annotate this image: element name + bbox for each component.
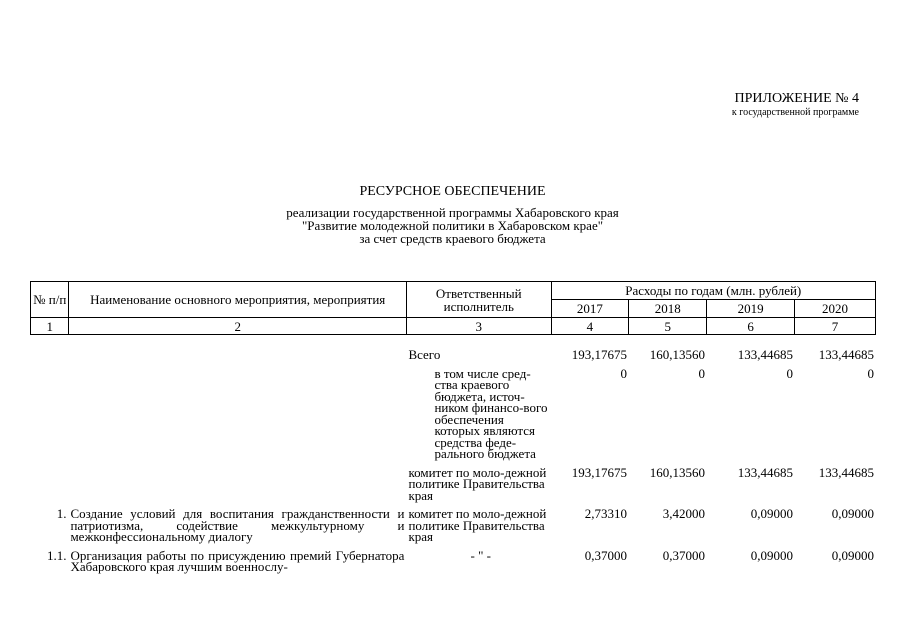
row-value-2017: 193,17675 <box>571 464 628 480</box>
row-value-2017: 0,37000 <box>584 547 628 563</box>
row-value-2019: 0,09000 <box>750 547 793 563</box>
row-num: 1. <box>56 506 67 521</box>
document-subtitle <box>0 206 905 245</box>
row-responsible: - " - <box>470 547 492 563</box>
row-responsible: комитет по моло-дежной политике Правительства края <box>408 464 547 503</box>
row-value-2017: 0 <box>620 365 628 381</box>
row-value-2018: 160,13560 <box>649 464 705 480</box>
row-value-2017: 193,17675 <box>571 347 628 362</box>
column-number: 7 <box>795 318 876 335</box>
column-number: 4 <box>551 318 629 335</box>
row-responsible: комитет по моло-дежной политике Правительства края <box>408 506 547 544</box>
row-num <box>30 467 68 509</box>
table-row <box>30 550 876 580</box>
row-name <box>68 368 406 467</box>
appendix-subtitle: к государственной программе <box>731 107 859 118</box>
subtitle-line: за счет средств краевого бюджета <box>359 231 546 246</box>
table-body <box>30 349 876 580</box>
header-year: 2020 <box>795 300 876 318</box>
row-responsible: Всего <box>408 347 441 362</box>
row-name <box>68 467 406 509</box>
row-responsible: в том числе сред-ства краевого бюджета, источ-ником финансо-вого обеспечения которых являются средства феде-рального бюджета <box>434 365 548 461</box>
row-value-2018: 0 <box>698 365 705 381</box>
table-row <box>30 508 876 550</box>
column-number: 6 <box>707 318 795 335</box>
subtitle-line: "Развитие молодежной политики в Хабаровском крае" <box>301 218 604 233</box>
table-header <box>30 281 876 335</box>
row-name: Создание условий для воспитания гражданственности и патриотизма, содействие межкультурному и межконфессиональному диалогу <box>70 506 405 544</box>
header-expenses: Расходы по годам (млн. рублей) <box>551 282 875 300</box>
row-value-2019: 133,44685 <box>737 464 793 480</box>
header-year: 2017 <box>551 300 629 318</box>
row-value-2018: 3,42000 <box>662 506 705 521</box>
header-name: Наименование основного мероприятия, мероприятия <box>69 282 407 318</box>
header-num: № п/п <box>31 282 69 318</box>
row-value-2018: 160,13560 <box>649 347 705 362</box>
row-num: 1.1. <box>46 547 67 563</box>
column-number: 1 <box>31 318 69 335</box>
row-value-2019: 0,09000 <box>750 506 793 521</box>
table-row <box>30 368 876 467</box>
row-value-2020: 133,44685 <box>818 464 874 480</box>
row-name: Организация работы по присуждению премий Губернатора Хабаровского края лучшим военнослу- <box>70 547 405 574</box>
subtitle-line: реализации государственной программы Хабаровского края <box>286 205 619 220</box>
header-year: 2018 <box>629 300 707 318</box>
row-value-2020: 133,44685 <box>818 347 874 362</box>
appendix-header <box>732 91 859 119</box>
row-value-2017: 2,73310 <box>584 506 628 521</box>
row-value-2018: 0,37000 <box>662 547 705 563</box>
row-num <box>30 349 68 368</box>
row-value-2020: 0,09000 <box>831 506 874 521</box>
appendix-title: ПРИЛОЖЕНИЕ № 4 <box>734 91 859 106</box>
column-number: 3 <box>406 318 551 335</box>
header-year: 2019 <box>707 300 795 318</box>
row-value-2020: 0 <box>867 365 874 381</box>
row-name <box>68 349 406 368</box>
table-row <box>30 349 876 368</box>
row-value-2019: 0 <box>786 365 793 381</box>
document-title: РЕСУРСНОЕ ОБЕСПЕЧЕНИЕ <box>359 184 546 199</box>
column-number: 2 <box>69 318 407 335</box>
table-row <box>30 467 876 509</box>
column-number: 5 <box>629 318 707 335</box>
row-num <box>30 368 68 467</box>
row-value-2019: 133,44685 <box>737 347 793 362</box>
header-responsible: Ответственный исполнитель <box>406 282 551 318</box>
row-value-2020: 0,09000 <box>831 547 874 563</box>
